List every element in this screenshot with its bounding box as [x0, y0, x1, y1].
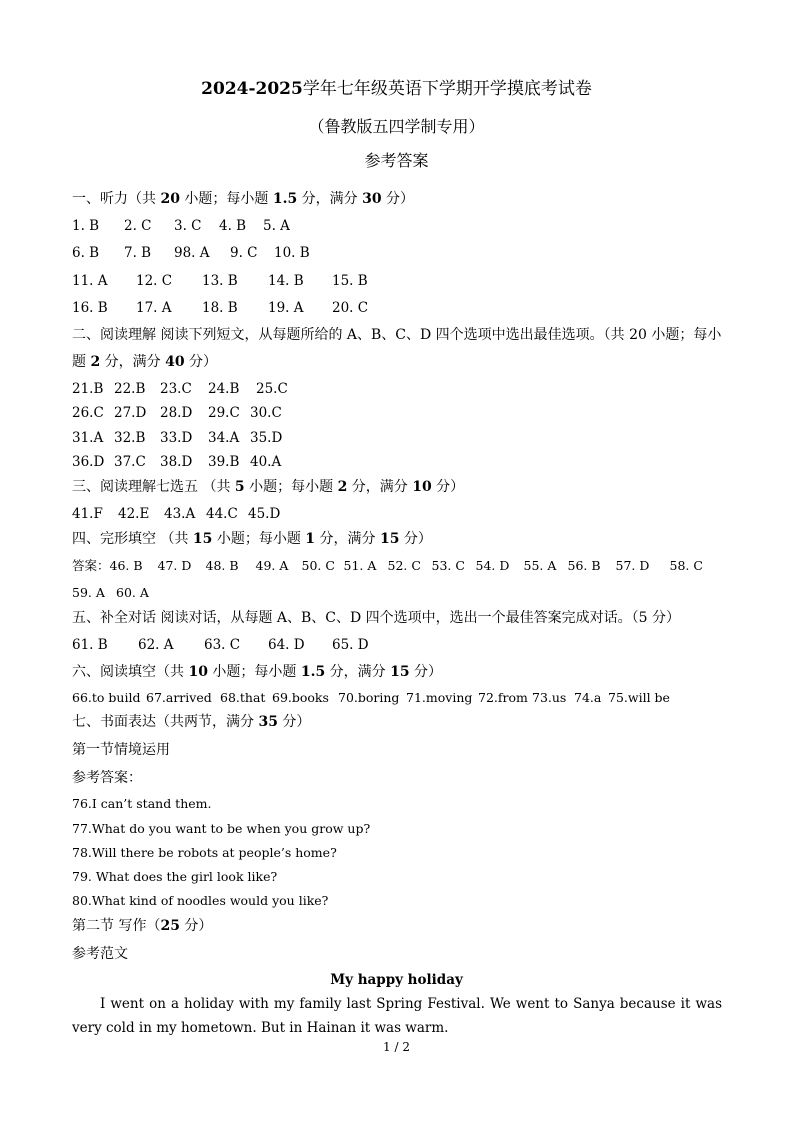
text: 分）: [381, 191, 415, 207]
answer: 41.F: [72, 506, 103, 522]
text: 分）: [409, 664, 443, 680]
text: 分）: [399, 531, 432, 547]
answer: 44.C: [206, 506, 238, 522]
answer: 4. B: [219, 218, 247, 234]
answer: 16. B: [72, 300, 108, 316]
answer: 23.C: [160, 381, 192, 397]
part-2-heading: [72, 917, 212, 935]
num: 35: [258, 714, 278, 730]
answer: 1. B: [72, 218, 100, 234]
answer: 21.B: [72, 381, 104, 397]
answer: 56. B: [567, 558, 601, 573]
part-1-heading: 第一节情境运用: [72, 742, 170, 758]
text: 分，满分: [297, 191, 363, 207]
answer-row-1: [72, 217, 290, 235]
answer: 13. B: [202, 273, 238, 289]
answer: 69.books: [272, 690, 329, 705]
num: 5: [234, 479, 245, 495]
text: 题: [72, 354, 91, 370]
title-text: 学年七年级英语下学期开学摸底考试卷: [302, 79, 592, 99]
text: 小题；每小题: [212, 531, 306, 547]
text: 一、听力（共: [72, 191, 161, 207]
answer: 46. B: [109, 558, 143, 573]
text: 七、书面表达（共两节，满分: [72, 714, 259, 730]
answer: 62. A: [138, 637, 174, 653]
essay-title: My happy holiday: [330, 972, 463, 988]
num: 25: [160, 918, 180, 934]
num: 40: [165, 354, 185, 370]
reference-answer-label: 参考答案：: [72, 770, 142, 786]
text: 小题；每小题: [244, 479, 338, 495]
answer-80: 80.What kind of noodles would you like?: [72, 893, 329, 908]
title-year: 2024-2025: [201, 79, 303, 99]
num: 30: [362, 191, 382, 207]
answer: 28.D: [160, 405, 193, 421]
answer-row-2: [72, 244, 310, 262]
num: 15: [192, 531, 213, 547]
num: 2: [90, 354, 101, 370]
answer: 40.A: [250, 454, 282, 470]
answer: 37.C: [114, 454, 146, 470]
answer: 5. A: [263, 218, 290, 234]
answer-77: 77.What do you want to be when you grow up?: [72, 821, 371, 836]
answer: 35.D: [250, 430, 283, 446]
answer: 48. B: [205, 558, 239, 573]
text: 分，满分: [315, 531, 380, 547]
answer: 39.B: [208, 454, 240, 470]
answer: 61. B: [72, 637, 108, 653]
text: 小题；每小题: [207, 664, 301, 680]
answer-row-5: [72, 380, 288, 398]
answer: 52. C: [387, 558, 421, 573]
answer: 11. A: [72, 273, 108, 289]
text: 六、阅读填空（共: [72, 664, 189, 680]
answer: 63. C: [204, 637, 241, 653]
answer: 42.E: [118, 506, 150, 522]
answer: 45.D: [248, 506, 281, 522]
section-3-heading: [72, 478, 464, 496]
num: 10: [412, 479, 432, 495]
text: 第二节 写作（: [72, 918, 161, 934]
answer: 49. A: [255, 558, 289, 573]
answer: 15. B: [332, 273, 368, 289]
answer: 7. B: [124, 245, 152, 261]
answer: 72.from: [478, 690, 528, 705]
section-7-heading: [72, 713, 310, 731]
section-6-heading: [72, 663, 442, 681]
answer: 27.D: [114, 405, 147, 421]
document-subtitle: （鲁教版五四学制专用）: [308, 117, 485, 136]
num: 1.5: [272, 191, 298, 207]
answer: 66.to build: [72, 690, 141, 705]
answer: 29.C: [208, 405, 240, 421]
answer-79: 79. What does the girl look like?: [72, 869, 278, 884]
answer-78: 78.Will there be robots at people’s home?: [72, 845, 337, 860]
text: 三、阅读理解七选五 （共: [72, 479, 235, 495]
text: 分）: [179, 918, 213, 934]
answer-row-7: [72, 429, 282, 447]
answer: 18. B: [202, 300, 238, 316]
cloze-answer-row: [72, 557, 703, 575]
answer: 14. B: [268, 273, 304, 289]
answer: 34.A: [208, 430, 240, 446]
answer: 73.us: [532, 690, 567, 705]
num: 15: [379, 531, 400, 547]
answer: 2. C: [124, 218, 152, 234]
answer: 71.moving: [406, 690, 473, 705]
answer: 30.C: [250, 405, 282, 421]
text: 小题；每小题: [179, 191, 273, 207]
answer: 25.C: [256, 381, 288, 397]
answer: 59. A: [72, 585, 105, 600]
answer: 65. D: [332, 637, 369, 653]
answer: 68.that: [220, 690, 266, 705]
answer: 19. A: [268, 300, 304, 316]
text: 四、完形填空 （共: [72, 531, 193, 547]
sample-essay-label: 参考范文: [72, 946, 128, 962]
text: 分，满分: [325, 664, 391, 680]
answer-76: 76.I can’t stand them.: [72, 796, 212, 811]
answer-row-10: [72, 636, 369, 654]
answer: 12. C: [136, 273, 173, 289]
answer: 36.D: [72, 454, 105, 470]
num: 2: [337, 479, 348, 495]
num: 15: [390, 664, 410, 680]
answer: 17. A: [136, 300, 172, 316]
num: 20: [160, 191, 180, 207]
answer: 9. C: [230, 245, 258, 261]
answer: 54. D: [475, 558, 510, 573]
answer: 50. C: [301, 558, 335, 573]
answer: 43.A: [164, 506, 196, 522]
answer: 26.C: [72, 405, 104, 421]
answer: 33.D: [160, 430, 193, 446]
answer: 31.A: [72, 430, 104, 446]
answer: 60. A: [116, 585, 149, 600]
answer-row-11: [72, 689, 670, 707]
answer: 51. A: [343, 558, 377, 573]
section-2-heading-line-1: 二、阅读理解 阅读下列短文，从每题所给的 A、B、C、D 四个选项中选出最佳选项。（共 20 小题；每小: [72, 327, 722, 343]
answer-row-8: [72, 453, 281, 471]
answer: 58. C: [669, 558, 703, 573]
page-number: 1 / 2: [383, 1040, 410, 1054]
answer: 47. D: [157, 558, 192, 573]
answer: 74.a: [574, 690, 602, 705]
answer: 55. A: [523, 558, 557, 573]
answer-row-9: [72, 505, 280, 523]
answer-heading: 参考答案: [364, 151, 429, 170]
answer: 20. C: [332, 300, 369, 316]
num: 1: [305, 531, 316, 547]
answer: 57. D: [615, 558, 650, 573]
answer: 3. C: [174, 218, 202, 234]
answer: 75.will be: [608, 690, 670, 705]
text: 分，满分: [347, 479, 413, 495]
essay-body: I went on a holiday with my family last Spring Festival. We went to Sanya because it was very cold in my hometown. But in Hainan it was warm.: [72, 996, 722, 1036]
section-1-heading: [72, 190, 414, 208]
answer-label: 答案：: [72, 558, 110, 573]
section-4-heading: [72, 530, 432, 548]
text: 分）: [184, 354, 218, 370]
cloze-answer-row-2: [72, 584, 149, 602]
answer: 10. B: [274, 245, 310, 261]
num: 10: [188, 664, 208, 680]
answer: 32.B: [114, 430, 146, 446]
answer: 53. C: [431, 558, 465, 573]
answer: 64. D: [268, 637, 305, 653]
answer: 98. A: [174, 245, 210, 261]
answer-row-4: [72, 299, 368, 317]
answer: 38.D: [160, 454, 193, 470]
answer-row-6: [72, 404, 282, 422]
section-2-heading-line-2: [72, 353, 217, 371]
text: 分）: [431, 479, 465, 495]
section-5-heading: 五、补全对话 阅读对话，从每题 A、B、C、D 四个选项中，选出一个最佳答案完成对话。（5 分）: [72, 610, 681, 626]
answer-row-3: [72, 272, 368, 290]
answer: 22.B: [114, 381, 146, 397]
answer: 70.boring: [338, 690, 400, 705]
answer: 6. B: [72, 245, 100, 261]
text: 分，满分: [100, 354, 166, 370]
answer: 67.arrived: [146, 690, 212, 705]
num: 1.5: [300, 664, 326, 680]
answer: 24.B: [208, 381, 240, 397]
text: 分）: [277, 714, 311, 730]
document-title: [0, 80, 793, 98]
